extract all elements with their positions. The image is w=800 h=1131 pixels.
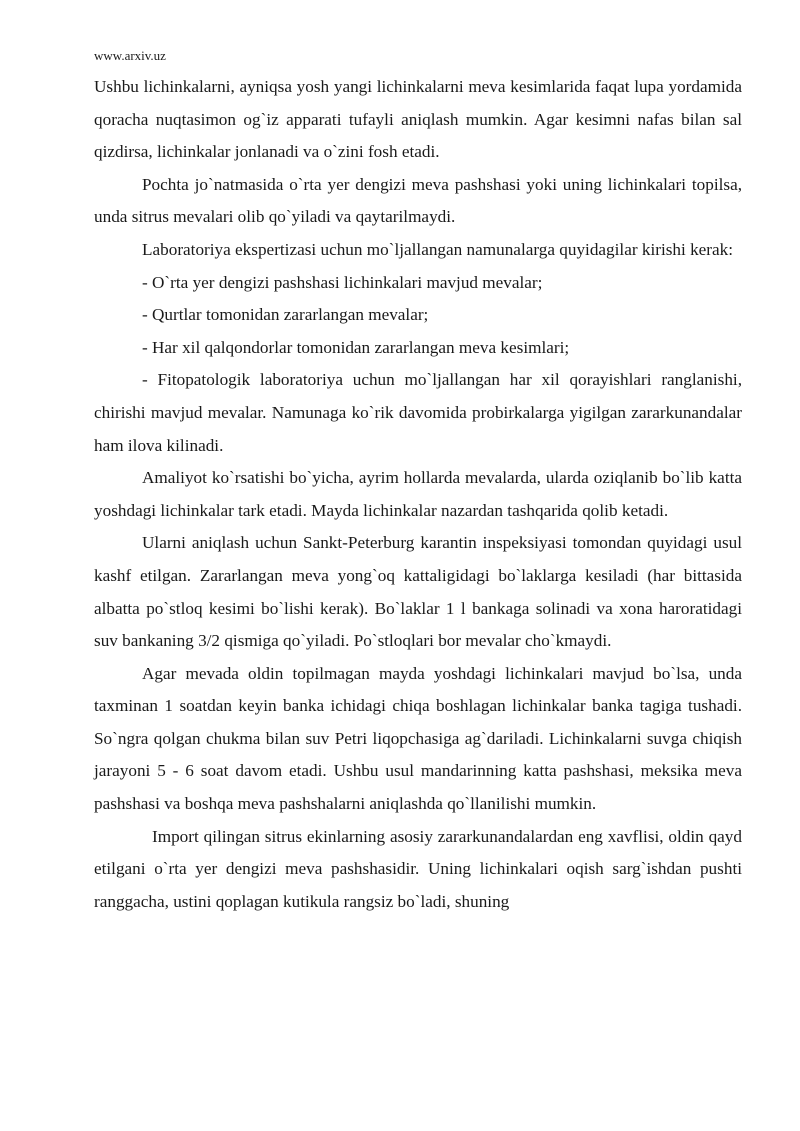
site-header: www.arxiv.uz <box>94 48 166 63</box>
paragraph-3: Laboratoriya ekspertizasi uchun mo`ljallangan namunalarga quyidagilar kirishi kerak: <box>142 239 734 259</box>
paragraph-1: Ushbu lichinkalarni, ayniqsa yosh yangi lichinkalarni meva kesimlarida faqat lupa yordamida qoracha nuqtasimon og`iz apparati tufayli aniqlash mumkin. Agar kesimni nafas bilan sal qizdirsa, lichinkalar jonlanadi va o`zini fosh etadi. <box>94 77 742 162</box>
paragraph-2: Pochta jo`natmasida o`rta yer dengizi meva pashshasi yoki uning lichinkalari topilsa, unda sitrus mevalari olib qo`yiladi va qaytarilmaydi. <box>94 174 742 227</box>
list-item-3: - Har xil qalqondorlar tomonidan zararlangan meva kesimlari; <box>142 337 570 357</box>
list-item-4: - Fitopatologik laboratoriya uchun mo`ljallangan har xil qorayishlari ranglanishi, chirishi mavjud mevalar. Namunaga ko`rik davomida probirkalarga yigilgan zararkunandalar ham ilova kilinadi. <box>94 370 742 455</box>
paragraph-7: Import qilingan sitrus ekinlarning asosiy zararkunandalardan eng xavflisi, oldin qayd etilgani o`rta yer dengizi meva pashshasidir. Uning lichinkalari oqish sarg`ishdan pushti ranggacha, ustini qoplagan kutikula rangsiz bo`ladi, shuning <box>94 826 742 911</box>
paragraph-4: Amaliyot ko`rsatishi bo`yicha, ayrim hollarda mevalarda, ularda oziqlanib bo`lib katta yoshdagi lichinkalar tark etadi. Mayda lichinkalar nazardan tashqarida qolib ketadi. <box>94 468 742 520</box>
paragraph-6: Agar mevada oldin topilmagan mayda yoshdagi lichinkalari mavjud bo`lsa, unda taxminan 1 soatdan keyin banka ichidagi chiqa boshlagan lichinkalar banka tagiga tushadi. So`ngra qolgan chukma bilan suv Petri liqopchasiga ag`dariladi. Lichinkalarni suvga chiqish jarayoni 5 - 6 soat davom etadi. Ushbu usul mandarinning katta pashshasi, meksika meva pashshasi va boshqa meva pashshalarni aniqlashda qo`llanilishi mumkin. <box>94 663 742 814</box>
paragraph-5: Ularni aniqlash uchun Sankt-Peterburg karantin inspeksiyasi tomondan quyidagi usul kashf etilgan. Zararlangan meva yong`oq kattaligidagi bo`laklarga kesiladi (har bittasida albatta po`stloq kesimi bo`lishi kerak). Bo`laklar 1 l bankaga solinadi va xona haroratidagi suv bankaning 3/2 qismiga qo`yiladi. Po`stloqlari bor mevalar cho`kmaydi. <box>94 533 742 651</box>
list-item-1: - O`rta yer dengizi pashshasi lichinkalari mavjud mevalar; <box>142 272 543 292</box>
list-item-2: - Qurtlar tomonidan zararlangan mevalar; <box>142 305 429 325</box>
document-body <box>94 71 742 918</box>
